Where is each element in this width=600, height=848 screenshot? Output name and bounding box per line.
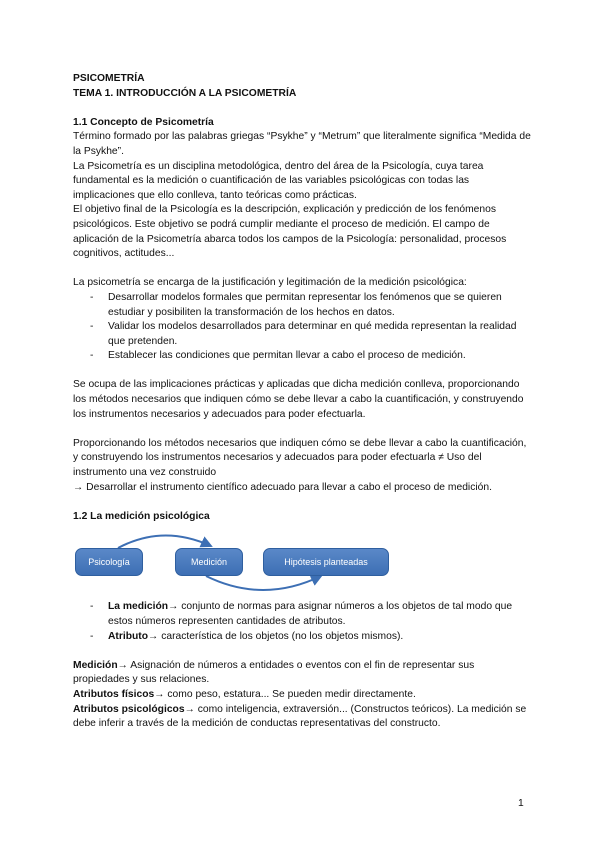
definition-term: Atributos psicológicos (73, 703, 185, 715)
list-item (73, 600, 533, 629)
section-heading-2: 1.2 La medición psicológica (73, 510, 210, 522)
definition-medicion (73, 659, 533, 688)
definition-text: → como inteligencia, extraversión... (Constructos teóricos). La medición se debe inferir a través de la medición de conductas representativas del constructo. (73, 703, 527, 730)
list-item: - Validar los modelos desarrollados para determinar en qué medida representan la realidad que pretenden. (73, 320, 533, 349)
list-item (73, 630, 533, 645)
list-item: - Establecer las condiciones que permitan llevar a cabo el proceso de medición. (73, 349, 533, 364)
paragraph-discipline: La Psicometría es un disciplina metodológica, dentro del área de la Psicología, cuya tarea fundamental es la medición o cuantificación de las variables psicológicas con todas las implicaciones que ello conlleva, tanto teóricas como prácticas. (73, 160, 484, 201)
measurement-list (73, 600, 533, 644)
diagram-box-psicologia: Psicología (75, 548, 143, 576)
term-medicion: La medición (108, 601, 169, 613)
arrow-top (118, 536, 211, 549)
paragraph-instrument: → Desarrollar el instrumento científico adecuado para llevar a cabo el proceso de medición. (73, 481, 492, 493)
measurement-diagram (73, 530, 391, 594)
definition-text: → como peso, estatura... Se pueden medir directamente. (154, 688, 416, 700)
definition-atributos-fisicos (73, 688, 533, 703)
term-atributo-text: → característica de los objetos (no los objetos mismos). (148, 630, 404, 642)
document-title: PSICOMETRÍA (73, 73, 145, 84)
paragraph-objective: El objetivo final de la Psicología es la descripción, explicación y predicción de los fenómenos psicológicos. Este objetivo se podrá cumplir mediante el proceso de medición. El campo de aplicación de la Psicometría abarca todos los campos de la Psicología: personalidad, procesos cognitivos, actitudes... (73, 204, 507, 260)
definition-atributos-psicologicos (73, 703, 533, 732)
page-number: 1 (518, 798, 524, 809)
arrow-bottom (206, 576, 321, 590)
document-page (73, 72, 533, 732)
paragraph-methods: Proporcionando los métodos necesarios que indiquen cómo se debe llevar a cabo la cuantificación, y construyendo los instrumentos necesarios y adecuados para poder efectuarla ≠ Uso del instrumento una vez construido (73, 437, 527, 479)
definition-text: → Asignación de números a entidades o eventos con el fin de representar sus propiedades y sus relaciones. (73, 659, 475, 686)
paragraph-definition: Término formado por las palabras griegas “Psykhe” y “Metrum” que literalmente significa “Medida de la Psykhe”. (73, 131, 531, 157)
definition-term: Atributos físicos (73, 688, 155, 700)
diagram-box-medicion: Medición (175, 548, 243, 576)
list-item: - Desarrollar modelos formales que permitan representar los fenómenos que se quieren estudiar y posibiliten la transformación de los hechos en datos. (73, 291, 533, 320)
paragraph-justification: La psicometría se encarga de la justificación y legitimación de la medición psicológica: (73, 277, 467, 289)
definition-term: Medición (73, 659, 118, 671)
chapter-title: TEMA 1. INTRODUCCIÓN A LA PSICOMETRÍA (73, 87, 297, 99)
term-atributo: Atributo (108, 630, 149, 642)
term-medicion-text: → conjunto de normas para asignar números a los objetos de tal modo que estos números representen cantidades de atributos. (108, 601, 513, 627)
justification-list (73, 291, 533, 364)
section-heading-1: 1.1 Concepto de Psicometría (73, 116, 214, 128)
diagram-box-hipotesis: Hipótesis planteadas (263, 548, 389, 576)
paragraph-practical: Se ocupa de las implicaciones prácticas y aplicadas que dicha medición conlleva, proporcionando los métodos necesarios que indiquen cómo se debe llevar a cabo la cuantificación, y construyendo los instrumentos necesarios y adecuados para poder efectuarla. (73, 379, 524, 420)
